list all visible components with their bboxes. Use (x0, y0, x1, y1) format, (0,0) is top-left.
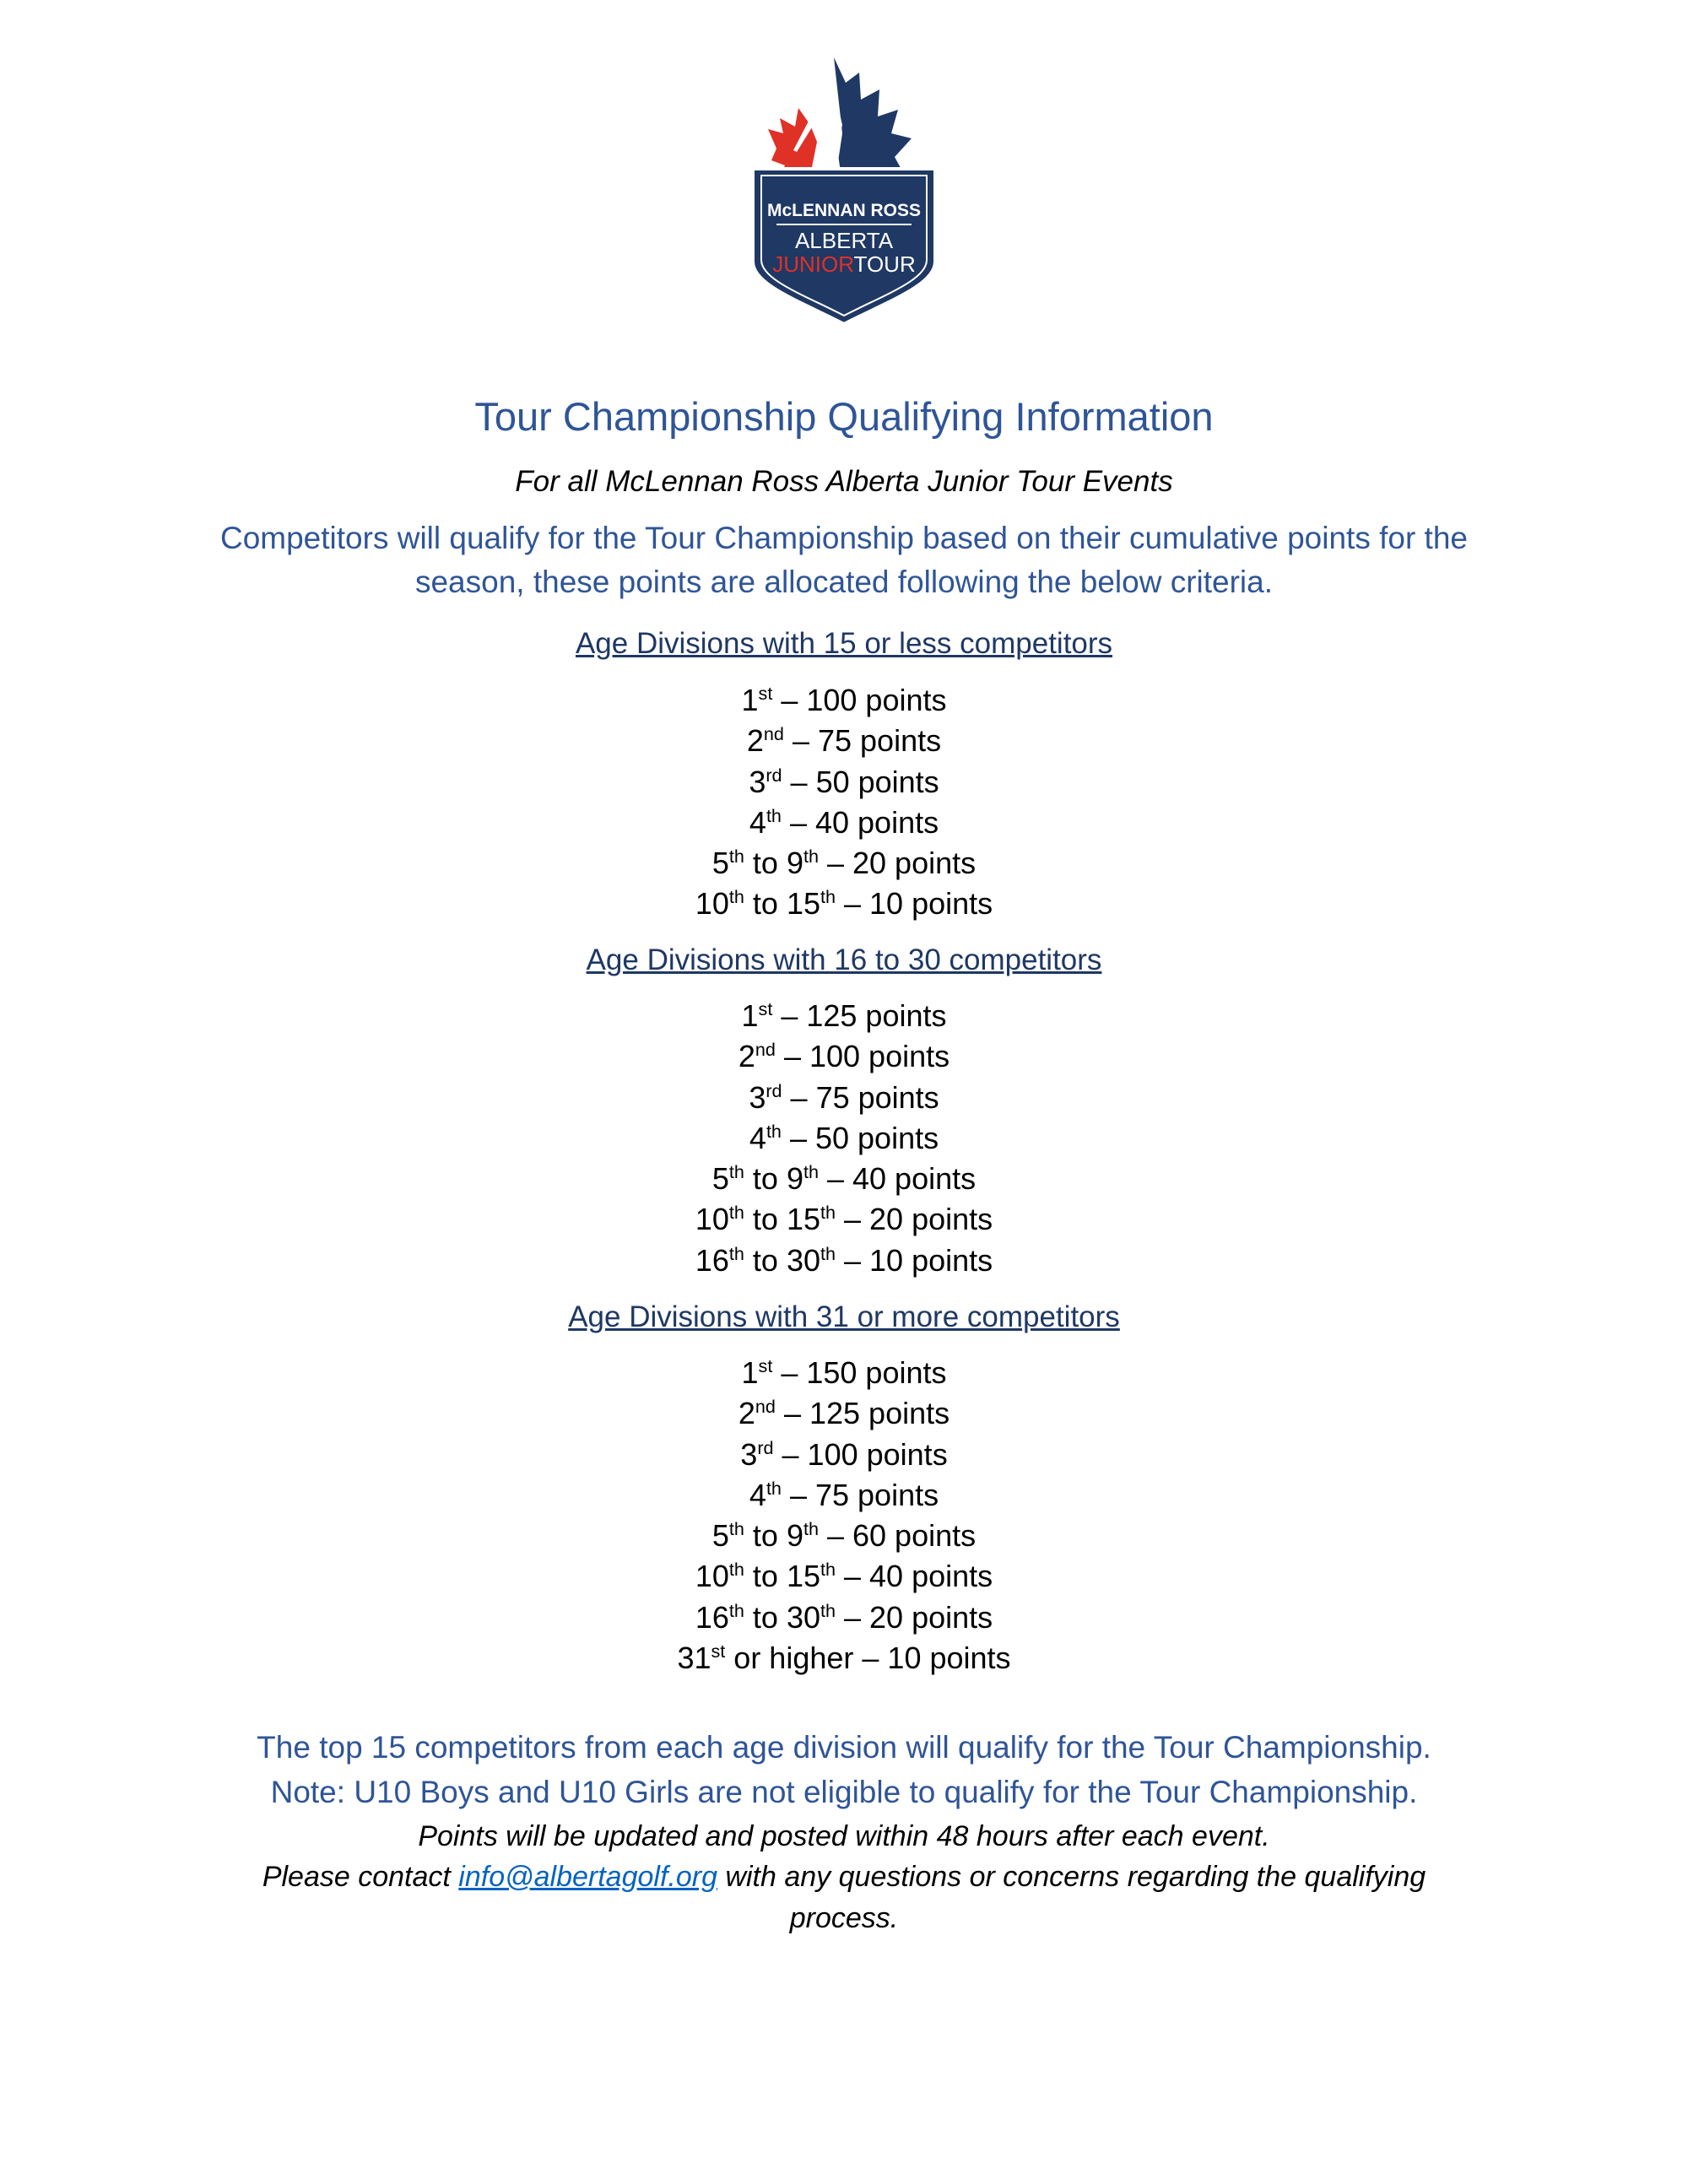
place-number-end: 9 (786, 1518, 803, 1554)
points-value: – 75 points (782, 1079, 939, 1115)
place-number-end: 15 (786, 1202, 820, 1237)
points-row (127, 843, 1561, 884)
place-number: 31 (677, 1641, 711, 1676)
place-number-end: 30 (786, 1242, 820, 1278)
points-row (127, 1241, 1561, 1281)
points-value: – 125 points (772, 998, 947, 1033)
svg-text:McLENNAN ROSS: McLENNAN ROSS (766, 201, 922, 220)
place-suffix: rd (766, 764, 782, 786)
points-value: – 75 points (783, 723, 942, 759)
place-connector: to (744, 1599, 787, 1635)
place-connector: to (744, 846, 787, 881)
place-suffix: st (758, 998, 773, 1019)
points-row (127, 1435, 1561, 1475)
place-suffix: th (728, 1242, 744, 1264)
section-heading-16-to-30: Age Divisions with 16 to 30 competitors (586, 943, 1102, 976)
points-list-15-or-less (127, 680, 1561, 925)
place-number: 1 (741, 683, 759, 717)
eligibility-note: Note: U10 Boys and U10 Girls are not eligible to qualify for the Tour Championship. (270, 1775, 1418, 1809)
place-number: 10 (695, 1202, 729, 1237)
points-value: – 40 points (818, 1161, 977, 1197)
svg-text:JUNIORTOUR: JUNIORTOUR (772, 251, 916, 277)
place-number-end: 15 (786, 886, 820, 922)
place-suffix: th (728, 846, 744, 868)
update-notice: Points will be updated and posted within 48 hours after each event. (418, 1820, 1270, 1852)
place-suffix: th (728, 886, 744, 908)
points-value: – 100 points (773, 1436, 948, 1472)
points-value: – 50 points (781, 1120, 939, 1155)
points-value: – 75 points (781, 1477, 939, 1512)
section-heading-31-or-more: Age Divisions with 31 or more competitors (568, 1300, 1120, 1333)
place-number: 2 (738, 1396, 755, 1431)
page-title: Tour Championship Qualifying Information (474, 394, 1214, 439)
points-value: – 20 points (836, 1599, 993, 1635)
place-suffix: th (728, 1559, 744, 1581)
place-number: 5 (711, 1161, 729, 1197)
place-connector: to (744, 1518, 787, 1554)
points-row (127, 1036, 1561, 1077)
place-number-end: 9 (786, 1161, 803, 1197)
points-row (127, 1159, 1561, 1199)
qualify-statement: The top 15 competitors from each age division will qualify for the Tour Championship. (257, 1730, 1431, 1765)
place-number: 10 (695, 1559, 729, 1594)
points-row (127, 1475, 1561, 1516)
section-heading-15-or-less: Age Divisions with 15 or less competitors (575, 627, 1113, 660)
place-suffix: th (766, 804, 782, 826)
place-number: 2 (746, 723, 764, 759)
svg-text:ALBERTA: ALBERTA (794, 228, 894, 253)
points-value: – 20 points (836, 1202, 993, 1237)
points-row (127, 1556, 1561, 1597)
points-value: – 125 points (775, 1396, 950, 1431)
place-number: 4 (749, 1477, 766, 1512)
place-number: 16 (695, 1599, 729, 1635)
page-subtitle: For all McLennan Ross Alberta Junior Tour Events (515, 465, 1173, 498)
points-value: – 20 points (818, 846, 977, 881)
points-value: – 10 points (836, 1242, 993, 1278)
points-row (127, 1393, 1561, 1434)
place-suffix-end: th (820, 1559, 836, 1581)
place-number-end: 9 (786, 846, 803, 881)
place-number: 3 (749, 764, 766, 799)
place-suffix: rd (766, 1079, 782, 1101)
points-value: – 100 points (772, 683, 947, 717)
points-value: – 100 points (775, 1039, 950, 1074)
points-row (127, 1353, 1561, 1393)
points-row (127, 1078, 1561, 1118)
place-connector: to (744, 1161, 787, 1197)
points-row (127, 1199, 1561, 1240)
points-row (127, 1516, 1561, 1556)
points-row (127, 1118, 1561, 1159)
place-number: 10 (695, 886, 729, 922)
place-suffix: st (711, 1641, 726, 1662)
points-row (127, 680, 1561, 721)
place-suffix-end: th (820, 886, 836, 908)
place-suffix: th (728, 1161, 744, 1183)
place-suffix-end: th (803, 846, 819, 868)
points-list-31-or-more (127, 1353, 1561, 1679)
place-number-end: 15 (786, 1559, 820, 1594)
contact-text-after: with any questions or concerns regarding the qualifying process. (717, 1861, 1426, 1934)
points-value: – 50 points (782, 764, 939, 799)
points-value: – 40 points (781, 804, 939, 840)
points-row (127, 996, 1561, 1036)
place-suffix: th (728, 1599, 744, 1621)
points-row (127, 1638, 1561, 1679)
points-list-16-to-30 (127, 996, 1561, 1281)
place-suffix: th (766, 1477, 782, 1499)
place-number: 4 (749, 1120, 766, 1155)
place-suffix-end: th (820, 1202, 836, 1224)
place-suffix: rd (757, 1436, 774, 1458)
place-number-end: 30 (786, 1599, 820, 1635)
points-row (127, 884, 1561, 924)
points-row (127, 721, 1561, 761)
place-number: 3 (740, 1436, 758, 1472)
place-number: 2 (738, 1039, 755, 1074)
place-number: 5 (711, 846, 729, 881)
intro-paragraph: Competitors will qualify for the Tour Championship based on their cumulative points for the season, these points are allocated following the below criteria. (219, 521, 1468, 599)
place-suffix-end: th (820, 1242, 836, 1264)
contact-email-link[interactable]: info@albertagolf.org (458, 1861, 717, 1893)
points-row (127, 803, 1561, 843)
place-connector: to (744, 1242, 787, 1278)
points-row (127, 1597, 1561, 1638)
contact-paragraph (219, 1857, 1469, 1938)
place-suffix-end: th (803, 1161, 819, 1183)
place-suffix-end: th (803, 1518, 819, 1540)
place-suffix: st (758, 1355, 773, 1376)
place-suffix: th (728, 1518, 744, 1540)
points-value: – 60 points (818, 1518, 977, 1554)
place-suffix-end: th (820, 1599, 836, 1621)
maple-leaf-golfer-logo-icon (743, 49, 945, 327)
contact-text-before: Please contact (262, 1861, 459, 1893)
points-value: – 40 points (836, 1559, 993, 1594)
place-suffix: th (728, 1202, 744, 1224)
place-connector: to (744, 886, 787, 922)
points-value: – 10 points (853, 1641, 1011, 1676)
place-suffix: nd (763, 723, 784, 745)
place-number: 1 (741, 998, 759, 1033)
place-number: 1 (741, 1355, 759, 1390)
place-suffix: st (758, 683, 773, 704)
tour-logo (743, 49, 945, 327)
place-connector: or higher (725, 1641, 854, 1676)
place-number: 5 (711, 1518, 729, 1554)
place-connector: to (744, 1202, 787, 1237)
place-number: 4 (749, 804, 766, 840)
place-suffix: nd (755, 1039, 776, 1061)
place-number: 16 (695, 1242, 729, 1278)
place-number: 3 (749, 1079, 766, 1115)
place-suffix: th (766, 1120, 782, 1142)
points-value: – 150 points (772, 1355, 947, 1390)
points-value: – 10 points (836, 886, 993, 922)
points-row (127, 762, 1561, 803)
place-suffix: nd (755, 1396, 776, 1418)
place-connector: to (744, 1559, 787, 1594)
